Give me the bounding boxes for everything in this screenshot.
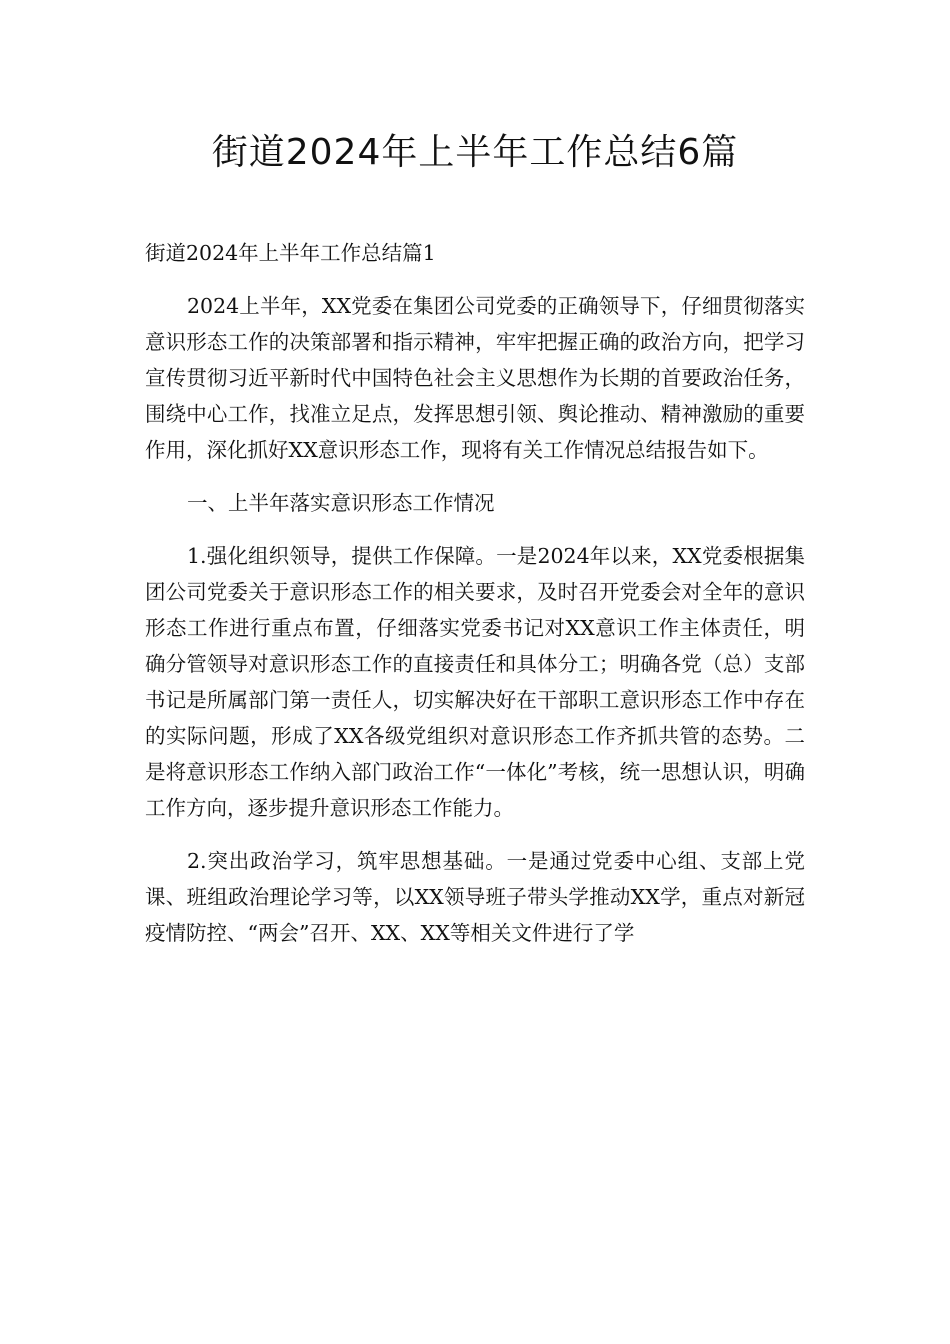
paragraph-item-1: 1.强化组织领导，提供工作保障。一是2024年以来，XX党委根据集团公司党委关于意识形态工作的相关要求，及时召开党委会对全年的意识形态工作进行重点布置，仔细落实党委书记对XX意识工作主体责任，明确分管领导对意识形态工作的直接责任和具体分工；明确各党（总）支部书记是所属部门第一责任人，切实解决好在干部职工意识形态工作中存在的实际问题，形成了XX各级党组织对意识形态工作齐抓共管的态势。二是将意识形态工作纳入部门政治工作“一体化”考核，统一思想认识，明确工作方向，逐步提升意识形态工作能力。 [145,544,805,820]
section-subtitle: 街道2024年上半年工作总结篇1 [145,241,436,265]
paragraph-item-2: 2.突出政治学习，筑牢思想基础。一是通过党委中心组、支部上党课、班组政治理论学习等，以XX领导班子带头学推动XX学，重点对新冠疫情防控、“两会”召开、XX、XX等相关文件进行了学 [145,849,805,945]
document-body [145,235,805,968]
document-title: 街道2024年上半年工作总结6篇 [211,132,739,173]
paragraph-intro: 2024上半年，XX党委在集团公司党委的正确领导下，仔细贯彻落实意识形态工作的决策部署和指示精神，牢牢把握正确的政治方向，把学习宣传贯彻习近平新时代中国特色社会主义思想作为长期的首要政治任务，围绕中心工作，找准立足点，发挥思想引领、舆论推动、精神激励的重要作用，深化抓好XX意识形态工作，现将有关工作情况总结报告如下。 [145,294,805,462]
section-heading: 一、上半年落实意识形态工作情况 [187,491,495,515]
